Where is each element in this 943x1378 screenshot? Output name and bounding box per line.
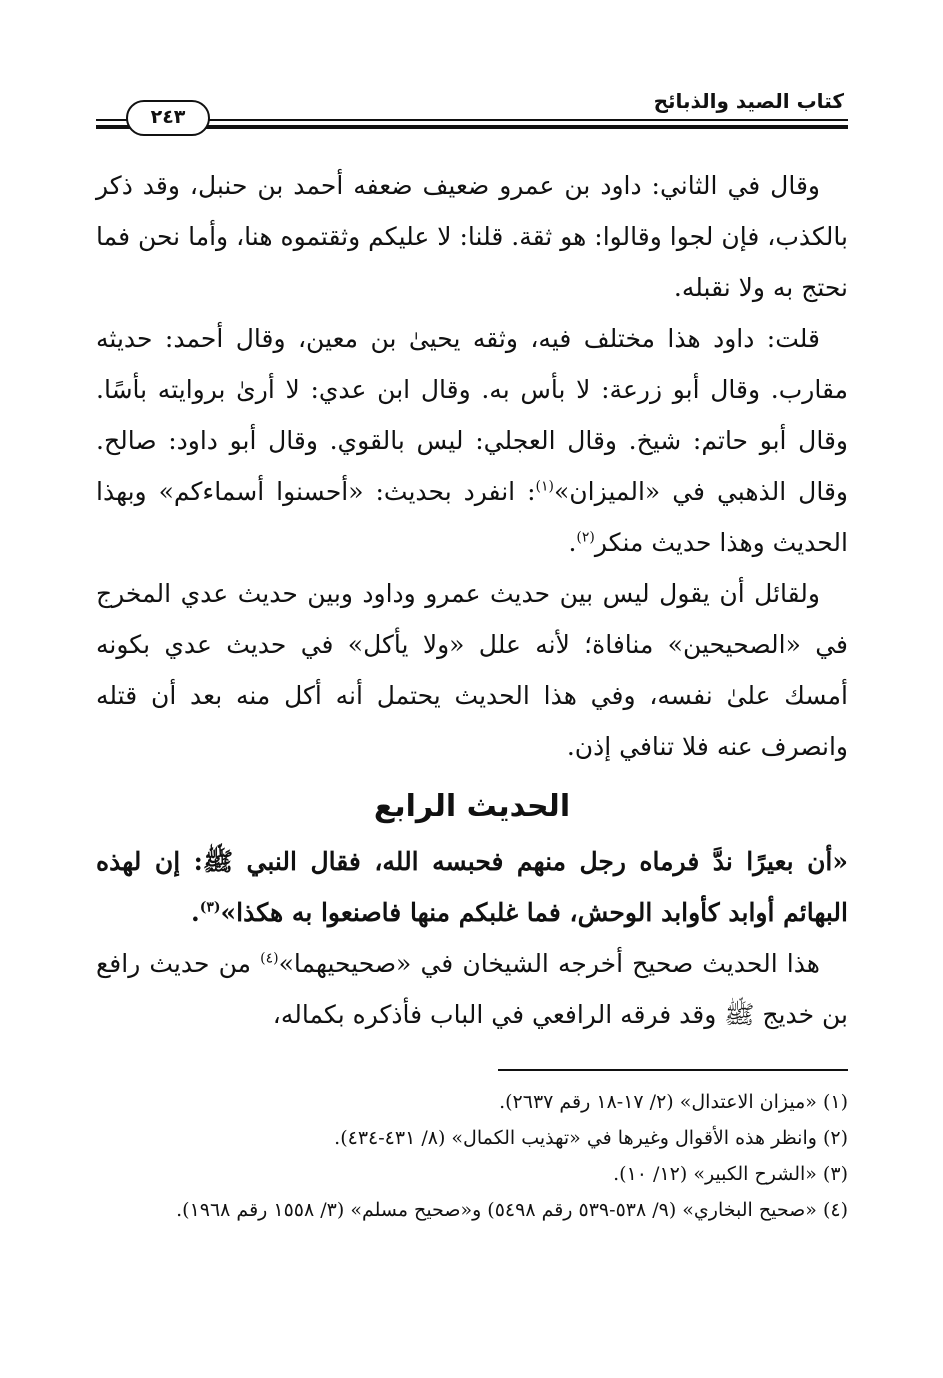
paragraph-2 bbox=[96, 313, 848, 568]
footnote-4: (٤) «صحيح البخاري» (٩/ ٥٣٨-٥٣٩ رقم ٥٤٩٨) و«صحيح مسلم» (٣/ ١٥٥٨ رقم ١٩٦٨). bbox=[176, 1199, 848, 1221]
footnote-ref-3[interactable]: (٣) bbox=[199, 899, 221, 916]
paragraph-1-text: وقال في الثاني: داود بن عمرو ضعيف ضعفه أحمد بن حنبل، وقد ذكر بالكذب، فإن لجوا وقالوا: هو ثقة. قلنا: لا عليكم وثقتموه هنا، وأما نحن فما نحتج به ولا نقبله. bbox=[96, 171, 848, 302]
footnote-2: (٢) وانظر هذه الأقوال وغيرها في «تهذيب الكمال» (٨/ ٤٣١-٤٣٤). bbox=[334, 1127, 848, 1149]
hadith-body: «أن بعيرًا ندَّ فرماه رجل منهم فحبسه الله، فقال النبي ﷺ: إن لهذه البهائم أوابد كأوابد الوحش، فما غلبكم منها فاصنعوا به هكذا» bbox=[96, 847, 848, 927]
commentary-text-a: هذا الحديث صحيح أخرجه الشيخان في «صحيحيهما» bbox=[278, 949, 820, 978]
footnote-ref-2[interactable]: (٢) bbox=[576, 529, 595, 546]
paragraph-2-text-a: قلت: داود هذا مختلف فيه، وثقه يحيىٰ بن معين، وقال أحمد: حديثه مقارب. وقال أبو زرعة: لا بأس به. وقال ابن عدي: لا أرىٰ بروايته بأسًا. وقال أبو حاتم: شيخ. وقال العجلي: ليس بالقوي. وقال أبو داود: صالح. وقال الذهبي في «الميزان» bbox=[96, 324, 848, 506]
footnote-3: (٣) «الشرح الكبير» (١٢/ ١٠). bbox=[613, 1163, 848, 1185]
book-page bbox=[96, 86, 848, 1316]
page-header bbox=[96, 86, 848, 140]
paragraph-3-text: ولقائل أن يقول ليس بين حديث عمرو وداود وبين حديث عدي المخرج في «الصحيحين» منافاة؛ لأنه علل «ولا يأكل» في حديث عدي بكونه أمسك علىٰ نفسه، وفي هذا الحديث يحتمل أنه أكل منه بعد أن قتله وانصرف عنه فلا تنافي إذن. bbox=[96, 579, 848, 761]
footnote-ref-4[interactable]: (٤) bbox=[260, 950, 279, 967]
commentary-text-b: من حديث رافع بن خديج ﷺ وقد فرقه الرافعي في الباب فأذكره بكماله، bbox=[96, 949, 848, 1029]
footnotes bbox=[96, 1084, 848, 1228]
book-title: كتاب الصيد والذبائح bbox=[653, 89, 844, 113]
header-rule-thick bbox=[96, 125, 848, 129]
hadith-text bbox=[96, 836, 848, 938]
paragraph-2-text-c: . bbox=[568, 528, 577, 557]
footnote-ref-1[interactable]: (١) bbox=[535, 478, 554, 495]
paragraph-2-text-b: : انفرد بحديث: «أحسنوا أسماءكم» وبهذا الحديث وهذا حديث منكر bbox=[96, 477, 848, 557]
main-text bbox=[96, 160, 848, 1040]
paragraph-1 bbox=[96, 160, 848, 313]
commentary-paragraph bbox=[96, 938, 848, 1040]
paragraph-3 bbox=[96, 568, 848, 772]
page-number: ٢٤٣ bbox=[126, 100, 210, 136]
footnote-separator bbox=[498, 1069, 848, 1071]
section-heading: الحديث الرابع bbox=[373, 789, 571, 824]
footnote-1: (١) «ميزان الاعتدال» (٢/ ١٧-١٨ رقم ٢٦٣٧). bbox=[499, 1091, 848, 1113]
hadith-end: . bbox=[191, 898, 200, 927]
